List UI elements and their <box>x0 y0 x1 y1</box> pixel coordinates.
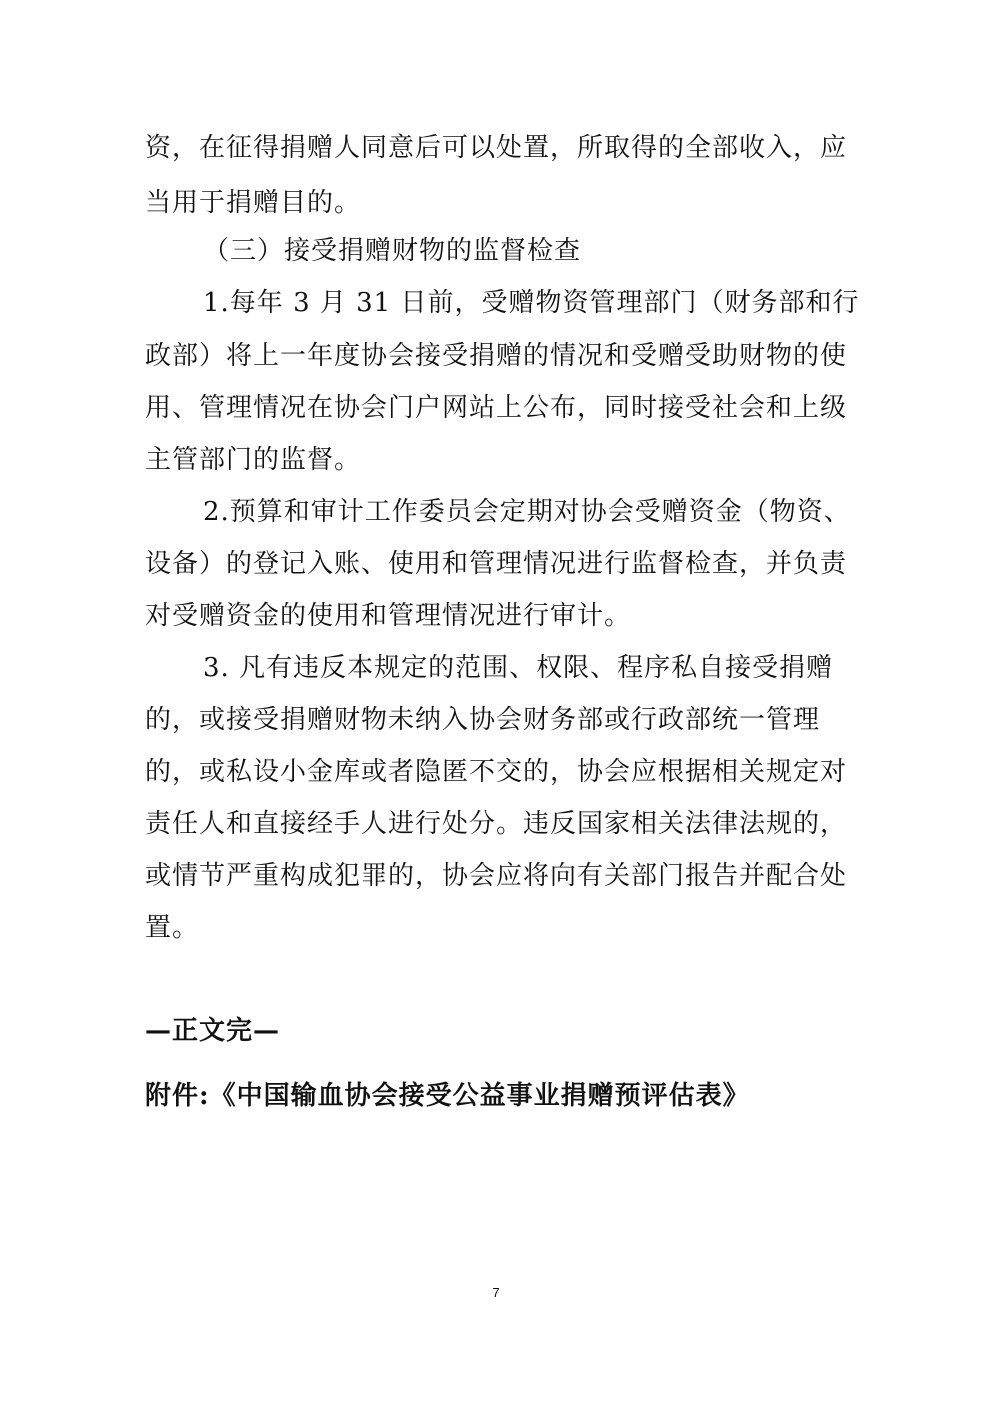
paragraph-line: 2.预算和审计工作委员会定期对协会受赠资金（物资、 <box>203 497 851 527</box>
paragraph-line: 设备）的登记入账、使用和管理情况进行监督检查，并负责 <box>145 549 848 579</box>
section-heading: （三）接受捐赠财物的监督检查 <box>203 236 582 266</box>
body-line: 当用于捐赠目的。 <box>145 188 362 218</box>
paragraph-line: 1.每年 3 月 31 日前，受赠物资管理部门（财务部和行 <box>203 288 860 318</box>
body-line: 资，在征得捐赠人同意后可以处置，所取得的全部收入，应 <box>145 133 848 163</box>
paragraph-line: 政部）将上一年度协会接受捐赠的情况和受赠受助财物的使 <box>145 341 848 371</box>
attachment-note: 附件:《中国输血协会接受公益事业捐赠预评估表》 <box>145 1081 750 1111</box>
paragraph-line: 或情节严重构成犯罪的，协会应将向有关部门报告并配合处 <box>145 861 848 891</box>
page-number: 7 <box>492 1285 500 1300</box>
paragraph-line: 责任人和直接经手人进行处分。违反国家相关法律法规的， <box>145 809 848 839</box>
end-marker: —正文完— <box>145 1016 281 1046</box>
paragraph-line: 3. 凡有违反本规定的范围、权限、程序私自接受捐赠 <box>203 653 834 683</box>
paragraph-line: 主管部门的监督。 <box>145 445 362 475</box>
paragraph-line: 对受赠资金的使用和管理情况进行审计。 <box>145 601 632 631</box>
paragraph-line: 的，或接受捐赠财物未纳入协会财务部或行政部统一管理 <box>145 705 821 735</box>
paragraph-line: 的，或私设小金库或者隐匿不交的，协会应根据相关规定对 <box>145 757 848 787</box>
paragraph-line: 用、管理情况在协会门户网站上公布，同时接受社会和上级 <box>145 393 848 423</box>
paragraph-line: 置。 <box>145 913 200 943</box>
